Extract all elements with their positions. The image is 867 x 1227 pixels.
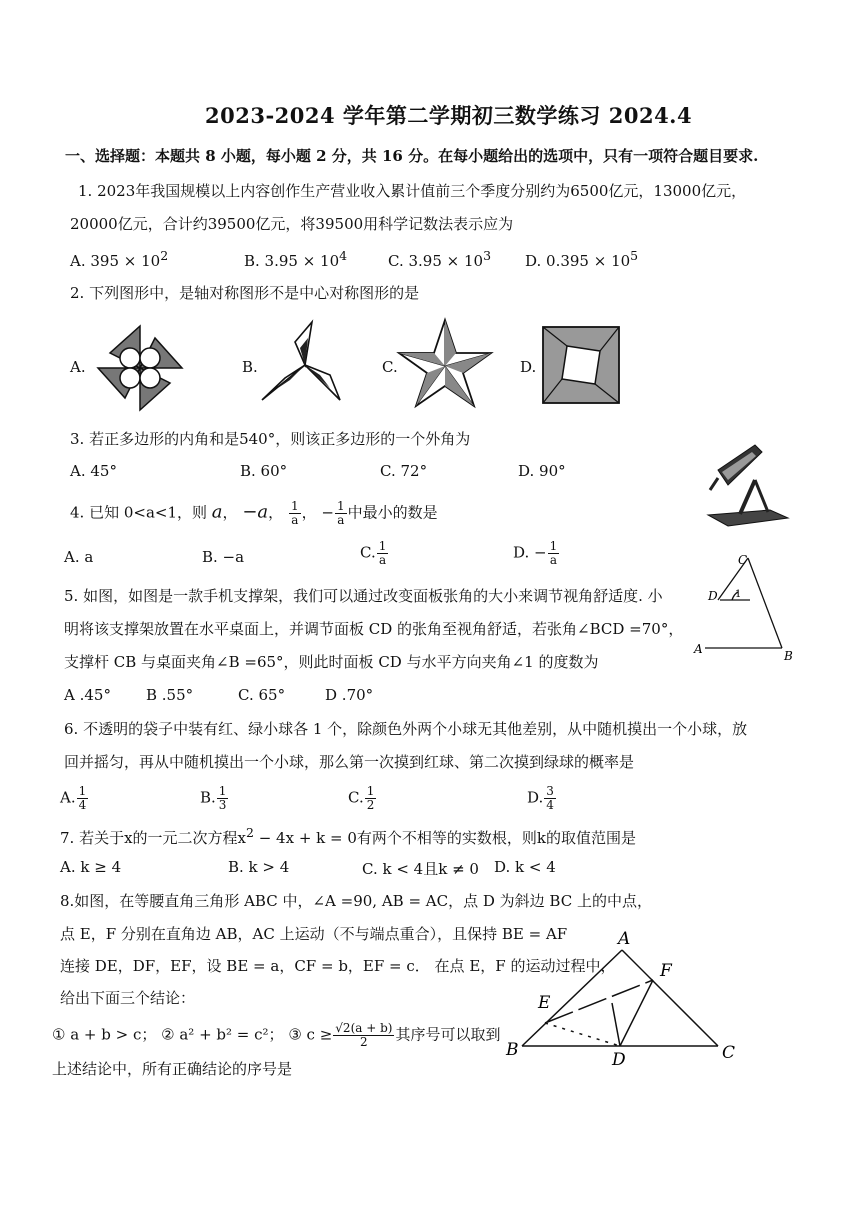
page-title: 2023-2024 学年第二学期初三数学练习 2024.4	[205, 103, 693, 128]
q8-line2: 点 E，F 分别在直角边 AB，AC 上运动（不与端点重合），且保持 BE = AF	[60, 925, 568, 943]
q3-option-b: B. 60°	[240, 462, 288, 480]
q5-figure	[690, 550, 810, 665]
q7-option-a: A. k ≥ 4	[60, 858, 122, 876]
q1-option-d: D. $0.395 \times 10^5$	[525, 248, 639, 270]
q6-option-a: A. $\frac{1}{4}$	[60, 784, 87, 812]
q2-figure-d	[542, 326, 620, 404]
q4-option-d: D. − $\frac{1}{a}$	[513, 539, 558, 567]
q7-option-c: C. k < 4且k ≠ 0	[362, 860, 479, 878]
q2-label-c: C.	[382, 358, 398, 376]
q4-option-c: C. $\frac{1}{a}$	[360, 539, 387, 567]
q1-option-c: C. $3.95 \times 10^3$	[388, 248, 492, 270]
q8-label-e: E	[538, 993, 551, 1013]
q5-label-b: B	[784, 649, 793, 663]
q8-line4: 给出下面三个结论：	[60, 989, 196, 1007]
q2-label-a: A.	[70, 358, 86, 376]
q7-stem: 7. 若关于x的一元二次方程$x^2 - 4x + k = 0$有两个不相等的实数根，则k的取值范围是	[60, 825, 636, 847]
q1-option-a: A. $395 \times 10^2$	[70, 248, 169, 270]
q6-option-c: C. $\frac{1}{2}$	[348, 784, 375, 812]
q5-label-angle1: 1	[735, 589, 742, 600]
q5-line1: 5. 如图，如图是一款手机支撑架，我们可以通过改变面板张角的大小来调节视角舒适度. 小	[64, 587, 663, 605]
q8-line3: 连接 DE，DF，EF，设 BE = a，CF = b，EF = c． 在点 E，F 的运动过程中，	[60, 957, 616, 975]
section-heading: 一、选择题：本题共 8 小题，每小题 2 分，共 16 分。在每小题给出的选项中，只有一项符合题目要求.	[65, 147, 759, 165]
q5-option-d: D .70°	[325, 686, 374, 704]
q8-conclusions: ① a + b > c； ② a² + b² = c²； ③ c ≥ $\frac{√2(a + b)}{2}$ 其序号可以取到	[52, 1021, 501, 1049]
q2-label-d: D.	[520, 358, 537, 376]
q8-label-c: C	[722, 1043, 736, 1063]
q7-option-b: B. k > 4	[228, 858, 290, 876]
q5-option-b: B .55°	[146, 686, 194, 704]
q6-option-b: B. $\frac{1}{3}$	[200, 784, 227, 812]
q5-line2: 明将该支撑架放置在水平桌面上，并调节面板 CD 的张角至视角舒适，若张角∠BCD =70°，	[64, 620, 684, 638]
q1-line1: 1. 2023年我国规模以上内容创作生产营业收入累计值前三个季度分别约为6500亿元，13000亿元，	[78, 182, 747, 200]
q4-option-a: A. a	[64, 548, 94, 566]
q5-option-c: C. 65°	[238, 686, 286, 704]
q1-line2: 20000亿元，合计约39500亿元，将39500用科学记数法表示应为	[70, 215, 514, 233]
phone-stand-image	[700, 440, 800, 530]
q8-line6: 上述结论中，所有正确结论的序号是	[52, 1060, 293, 1078]
q8-label-f: F	[660, 961, 672, 981]
q2-figure-b	[260, 320, 350, 405]
q1-option-b: B. $3.95 \times 10^4$	[244, 248, 348, 270]
q4-stem: 4. 已知 0<a<1，则 a， −a， $\frac{1}{a}$ ， − $\frac{1}{a}$ 中最小的数是	[70, 499, 438, 527]
q8-figure	[500, 928, 750, 1073]
q4-option-b: B. −a	[202, 548, 245, 566]
q6-option-d: D. $\frac{3}{4}$	[527, 784, 554, 812]
q5-label-d: D	[708, 589, 718, 603]
q2-stem: 2. 下列图形中，是轴对称图形不是中心对称图形的是	[70, 284, 420, 302]
q6-line1: 6. 不透明的袋子中装有红、绿小球各 1 个，除颜色外两个小球无其他差别，从中随机摸出一个小球，放	[64, 720, 748, 738]
q2-figure-a	[90, 318, 190, 418]
q2-figure-c	[398, 318, 493, 408]
q5-line3: 支撑杆 CB 与桌面夹角∠B =65°，则此时面板 CD 与水平方向夹角∠1 的度数为	[64, 653, 599, 671]
q5-label-c: C	[738, 553, 748, 567]
q3-option-d: D. 90°	[518, 462, 566, 480]
q7-option-d: D. k < 4	[494, 858, 556, 876]
q3-stem: 3. 若正多边形的内角和是540°，则该正多边形的一个外角为	[70, 430, 471, 448]
q8-label-b: B	[506, 1040, 519, 1060]
q5-label-a: A	[694, 642, 703, 656]
q8-line1: 8.如图，在等腰直角三角形 ABC 中，∠A =90, AB = AC，点 D 为斜边 BC 上的中点，	[60, 892, 652, 910]
q5-option-a: A .45°	[64, 686, 111, 704]
q8-label-d: D	[612, 1050, 626, 1070]
q3-option-c: C. 72°	[380, 462, 428, 480]
q8-label-a: A	[618, 929, 631, 949]
q6-line2: 回并摇匀，再从中随机摸出一个小球，那么第一次摸到红球、第二次摸到绿球的概率是	[64, 753, 635, 771]
q3-option-a: A. 45°	[70, 462, 117, 480]
q2-label-b: B.	[242, 358, 258, 376]
